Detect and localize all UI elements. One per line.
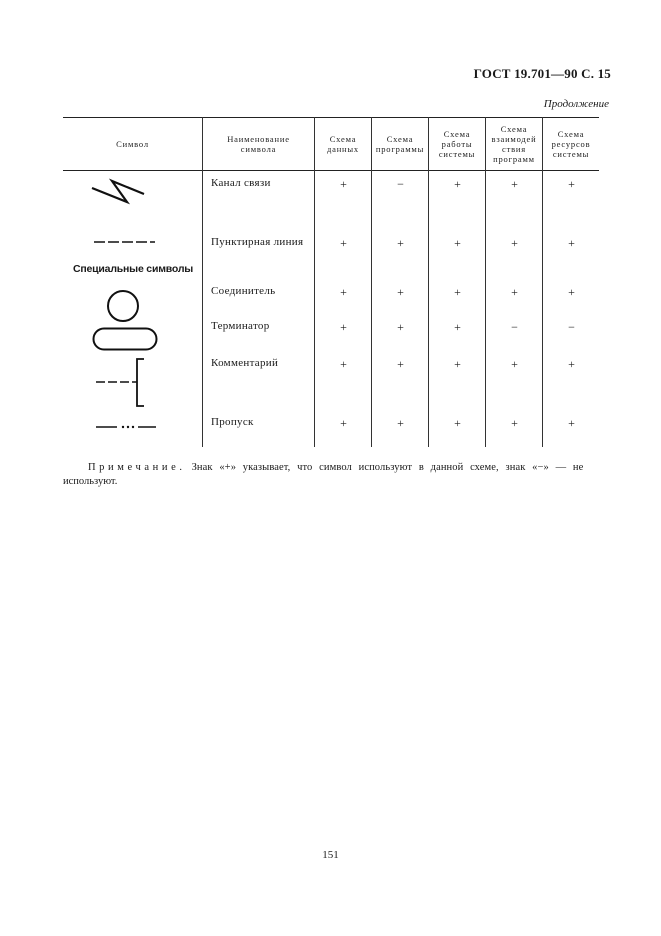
mark-cell: + xyxy=(511,236,518,250)
mark-cell: + xyxy=(568,285,575,299)
mark-cell: + xyxy=(454,320,461,334)
mark-cell: + xyxy=(454,357,461,371)
page-number: 151 xyxy=(322,849,339,861)
mark-cell: + xyxy=(340,416,347,430)
column-header-system-scheme: Схема работы системы xyxy=(438,129,476,159)
document-code: ГОСТ 19.701—90 С. 15 xyxy=(473,66,611,81)
mark-cell: + xyxy=(397,416,404,430)
column-header-program-scheme: Схема программы xyxy=(375,134,425,154)
column-header-symbol: Символ xyxy=(116,139,149,149)
footnote-text: Знак «+» указывает, что символ используют в данной схеме, знак «−» — не xyxy=(191,462,584,473)
mark-cell: + xyxy=(454,416,461,430)
footnote-lead: Примечание. xyxy=(88,462,186,473)
circle-symbol xyxy=(106,289,140,323)
mark-cell: − xyxy=(568,320,575,334)
symbol-name-channel: Канал связи xyxy=(211,177,271,189)
mark-cell: + xyxy=(511,416,518,430)
mark-cell: + xyxy=(340,357,347,371)
symbol-name-comment: Комментарий xyxy=(211,357,279,369)
mark-cell: + xyxy=(340,320,347,334)
mark-cell: + xyxy=(454,177,461,191)
rounded-rectangle-symbol xyxy=(92,327,158,351)
mark-cell: + xyxy=(397,285,404,299)
mark-cell: + xyxy=(511,285,518,299)
column-header-resources-scheme: Схема ресурсов системы xyxy=(551,129,591,159)
mark-cell: + xyxy=(340,285,347,299)
column-header-interaction-scheme: Схема взаимодей ствия программ xyxy=(491,124,537,164)
section-heading-special-symbols: Специальные символы xyxy=(73,263,194,275)
mark-cell: + xyxy=(568,416,575,430)
mark-cell: + xyxy=(511,177,518,191)
mark-cell: − xyxy=(397,177,404,191)
mark-cell: + xyxy=(568,357,575,371)
footnote xyxy=(63,461,600,487)
mark-cell: + xyxy=(454,285,461,299)
mark-cell: + xyxy=(568,236,575,250)
symbol-name-dashed-line: Пунктирная линия xyxy=(211,236,304,248)
footnote-tail: используют. xyxy=(63,476,118,487)
symbol-name-terminator: Терминатор xyxy=(211,320,270,332)
continuation-label: Продолжение xyxy=(543,98,609,110)
symbol-name-connector: Соединитель xyxy=(211,285,276,297)
mark-cell: + xyxy=(568,177,575,191)
column-header-data-scheme: Схема данных xyxy=(327,134,359,154)
mark-cell: − xyxy=(511,320,518,334)
table-header-rule xyxy=(63,170,599,171)
symbol-name-ellipsis: Пропуск xyxy=(211,416,254,428)
bracket-with-dashed-line-symbol xyxy=(95,356,150,410)
mark-cell: + xyxy=(397,357,404,371)
column-header-name: Наименование символа xyxy=(227,134,290,154)
mark-cell: + xyxy=(511,357,518,371)
mark-cell: + xyxy=(340,236,347,250)
mark-cell: + xyxy=(397,236,404,250)
mark-cell: + xyxy=(454,236,461,250)
dashed-line-symbol xyxy=(93,238,157,246)
mark-cell: + xyxy=(340,177,347,191)
mark-cell: + xyxy=(397,320,404,334)
zigzag-line-symbol xyxy=(88,178,158,213)
dash-dots-dash-symbol xyxy=(95,423,157,431)
